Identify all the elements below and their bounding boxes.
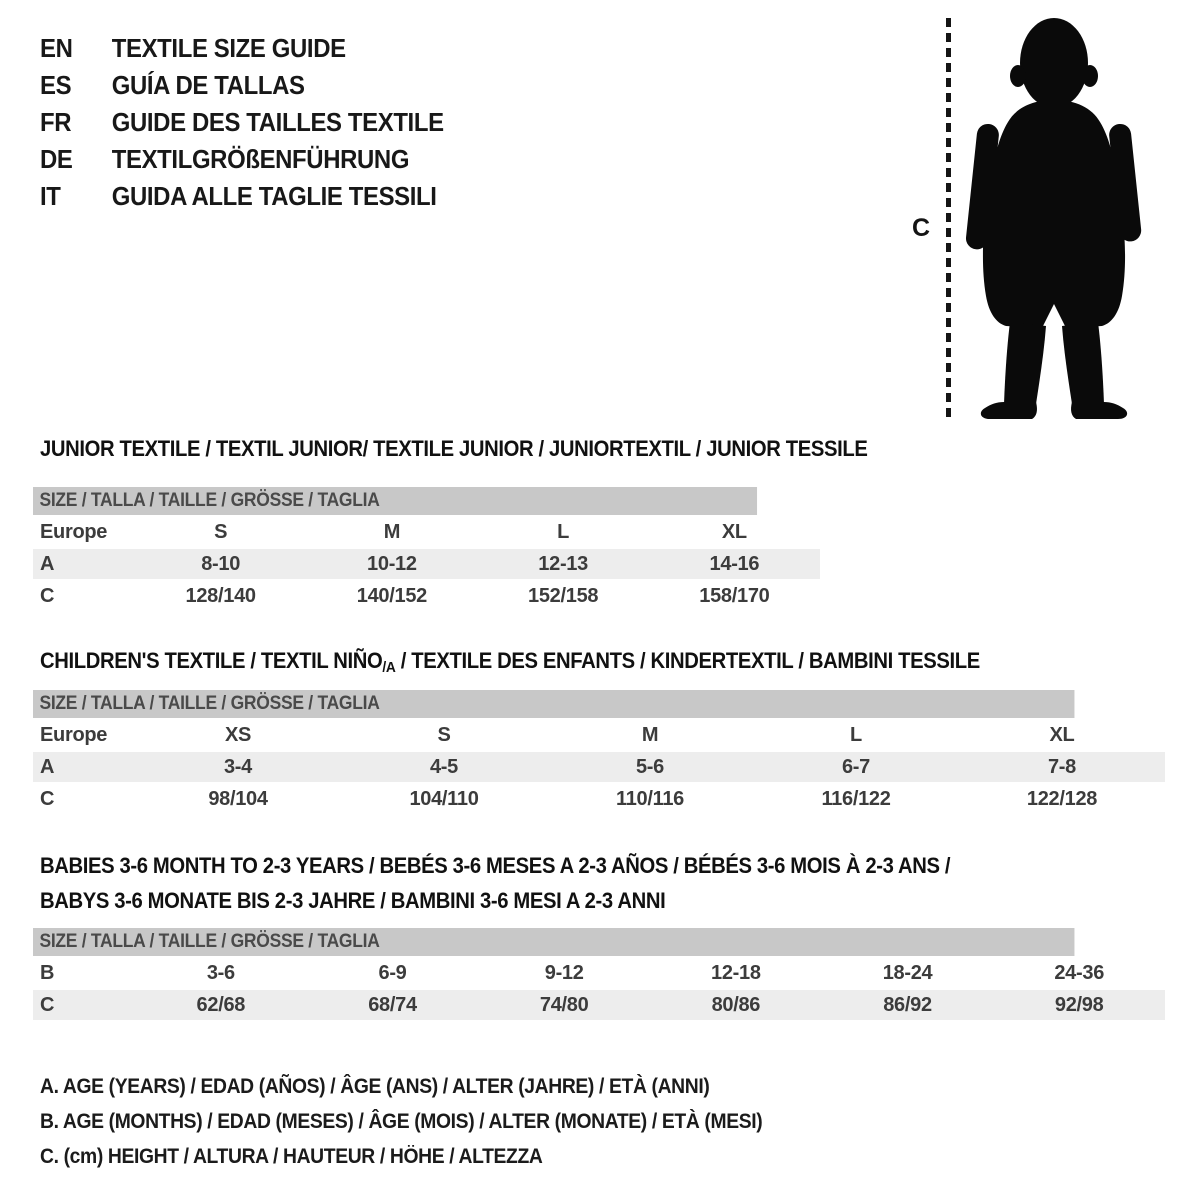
table-row bbox=[33, 517, 820, 547]
cell: XL bbox=[721, 520, 747, 543]
toddler-silhouette-icon bbox=[962, 16, 1146, 426]
cell: 7-8 bbox=[1047, 755, 1076, 778]
lang-code: FR bbox=[40, 107, 72, 137]
cell: 12-13 bbox=[538, 552, 588, 575]
babies-size-table bbox=[33, 928, 1165, 1020]
cell: 62/68 bbox=[196, 993, 246, 1016]
cell: 116/122 bbox=[821, 787, 891, 810]
cell: M bbox=[641, 723, 659, 746]
lang-row-fr bbox=[40, 104, 444, 141]
children-title-suffix: / TEXTILE DES ENFANTS / KINDERTEXTIL / BAMBINI TESSILE bbox=[395, 648, 980, 673]
cell: 24-36 bbox=[1054, 961, 1105, 984]
cell: 92/98 bbox=[1054, 993, 1104, 1016]
table-row bbox=[33, 549, 820, 579]
cell: 5-6 bbox=[635, 755, 664, 778]
cell: 4-5 bbox=[429, 755, 458, 778]
cell: 9-12 bbox=[544, 961, 584, 984]
guide-title: GUIDA ALLE TAGLIE TESSILI bbox=[111, 181, 437, 211]
table-row bbox=[33, 581, 820, 611]
row-label: B bbox=[40, 961, 55, 984]
lang-code: EN bbox=[40, 33, 73, 63]
cell: S bbox=[214, 520, 228, 543]
table-row bbox=[33, 752, 1165, 782]
cell: 80/86 bbox=[711, 993, 761, 1016]
lang-row-en bbox=[40, 30, 444, 67]
cell: M bbox=[383, 520, 401, 543]
cell: 158/170 bbox=[699, 584, 770, 607]
legend-line-a: A. AGE (YEARS) / EDAD (AÑOS) / ÂGE (ANS) / ALTER (JAHRE) / ETÀ (ANNI) bbox=[40, 1075, 710, 1098]
lang-row-de bbox=[40, 141, 444, 178]
measure-legend bbox=[40, 1069, 825, 1174]
junior-size-table bbox=[33, 487, 820, 611]
cell: 74/80 bbox=[539, 993, 589, 1016]
lang-code: ES bbox=[40, 70, 72, 100]
language-title-list bbox=[40, 30, 479, 215]
cell: 10-12 bbox=[367, 552, 417, 575]
cell: 104/110 bbox=[409, 787, 479, 810]
guide-title: TEXTILGRÖßENFÜHRUNG bbox=[111, 144, 410, 174]
cell: 12-18 bbox=[711, 961, 761, 984]
guide-title: TEXTILE SIZE GUIDE bbox=[111, 33, 346, 63]
cell: 128/140 bbox=[185, 584, 256, 607]
row-label: C bbox=[40, 584, 55, 607]
children-title-subscript: /A bbox=[382, 659, 396, 676]
cell: 68/74 bbox=[368, 993, 417, 1016]
children-section-title bbox=[40, 643, 980, 681]
table-row bbox=[33, 720, 1165, 750]
cell: 140/152 bbox=[356, 584, 427, 607]
row-label: C bbox=[40, 993, 55, 1016]
babies-title-line2: BABYS 3-6 MONATE BIS 2-3 JAHRE / BAMBINI 3-6 MESI A 2-3 ANNI bbox=[40, 888, 666, 913]
cell: 14-16 bbox=[709, 552, 760, 575]
lang-code: DE bbox=[40, 144, 73, 174]
row-label: A bbox=[40, 552, 55, 575]
size-table-header: SIZE / TALLA / TAILLE / GRÖSSE / TAGLIA bbox=[33, 487, 757, 515]
junior-section-title: JUNIOR TEXTILE / TEXTIL JUNIOR/ TEXTILE JUNIOR / JUNIORTEXTIL / JUNIOR TESSILE bbox=[40, 436, 868, 461]
table-row bbox=[33, 990, 1165, 1020]
lang-row-es bbox=[40, 67, 444, 104]
lang-code: IT bbox=[40, 181, 61, 211]
cell: 6-9 bbox=[378, 961, 407, 984]
size-table-header: SIZE / TALLA / TAILLE / GRÖSSE / TAGLIA bbox=[33, 690, 1074, 718]
table-row bbox=[33, 784, 1165, 814]
cell: 8-10 bbox=[201, 552, 241, 575]
cell: S bbox=[437, 723, 451, 746]
cell: 122/128 bbox=[1026, 787, 1098, 810]
guide-title: GUÍA DE TALLAS bbox=[111, 70, 305, 100]
table-row bbox=[33, 958, 1165, 988]
guide-title: GUIDE DES TAILLES TEXTILE bbox=[111, 107, 444, 137]
cell: 86/92 bbox=[883, 993, 932, 1016]
children-size-table bbox=[33, 690, 1165, 814]
cell: L bbox=[557, 520, 570, 543]
cell: 18-24 bbox=[882, 961, 933, 984]
cell: XS bbox=[224, 723, 252, 746]
row-label: Europe bbox=[40, 520, 108, 543]
legend-line-b: B. AGE (MONTHS) / EDAD (MESES) / ÂGE (MOIS) / ALTER (MONATE) / ETÀ (MESI) bbox=[40, 1110, 763, 1133]
babies-section-title bbox=[40, 848, 1029, 918]
height-dashed-line bbox=[946, 18, 951, 418]
height-measure-figure bbox=[900, 0, 1160, 440]
cell: L bbox=[850, 723, 862, 746]
row-label: C bbox=[40, 787, 55, 810]
cell: 3-6 bbox=[206, 961, 235, 984]
row-label: Europe bbox=[40, 723, 108, 746]
cell: XL bbox=[1049, 723, 1075, 746]
cell: 152/158 bbox=[528, 584, 599, 607]
lang-row-it bbox=[40, 178, 444, 215]
size-table-header: SIZE / TALLA / TAILLE / GRÖSSE / TAGLIA bbox=[33, 928, 1074, 956]
height-measure-label: C bbox=[912, 214, 931, 242]
legend-line-c: C. (cm) HEIGHT / ALTURA / HAUTEUR / HÖHE / ALTEZZA bbox=[40, 1145, 543, 1168]
children-title-prefix: CHILDREN'S TEXTILE / TEXTIL NIÑO bbox=[40, 648, 383, 673]
cell: 110/116 bbox=[616, 787, 684, 810]
cell: 98/104 bbox=[208, 787, 268, 810]
row-label: A bbox=[40, 755, 55, 778]
cell: 6-7 bbox=[841, 755, 870, 778]
cell: 3-4 bbox=[223, 755, 252, 778]
babies-title-line1: BABIES 3-6 MONTH TO 2-3 YEARS / BEBÉS 3-6 MESES A 2-3 AÑOS / BÉBÉS 3-6 MOIS À 2-3 ANS / bbox=[40, 853, 951, 878]
